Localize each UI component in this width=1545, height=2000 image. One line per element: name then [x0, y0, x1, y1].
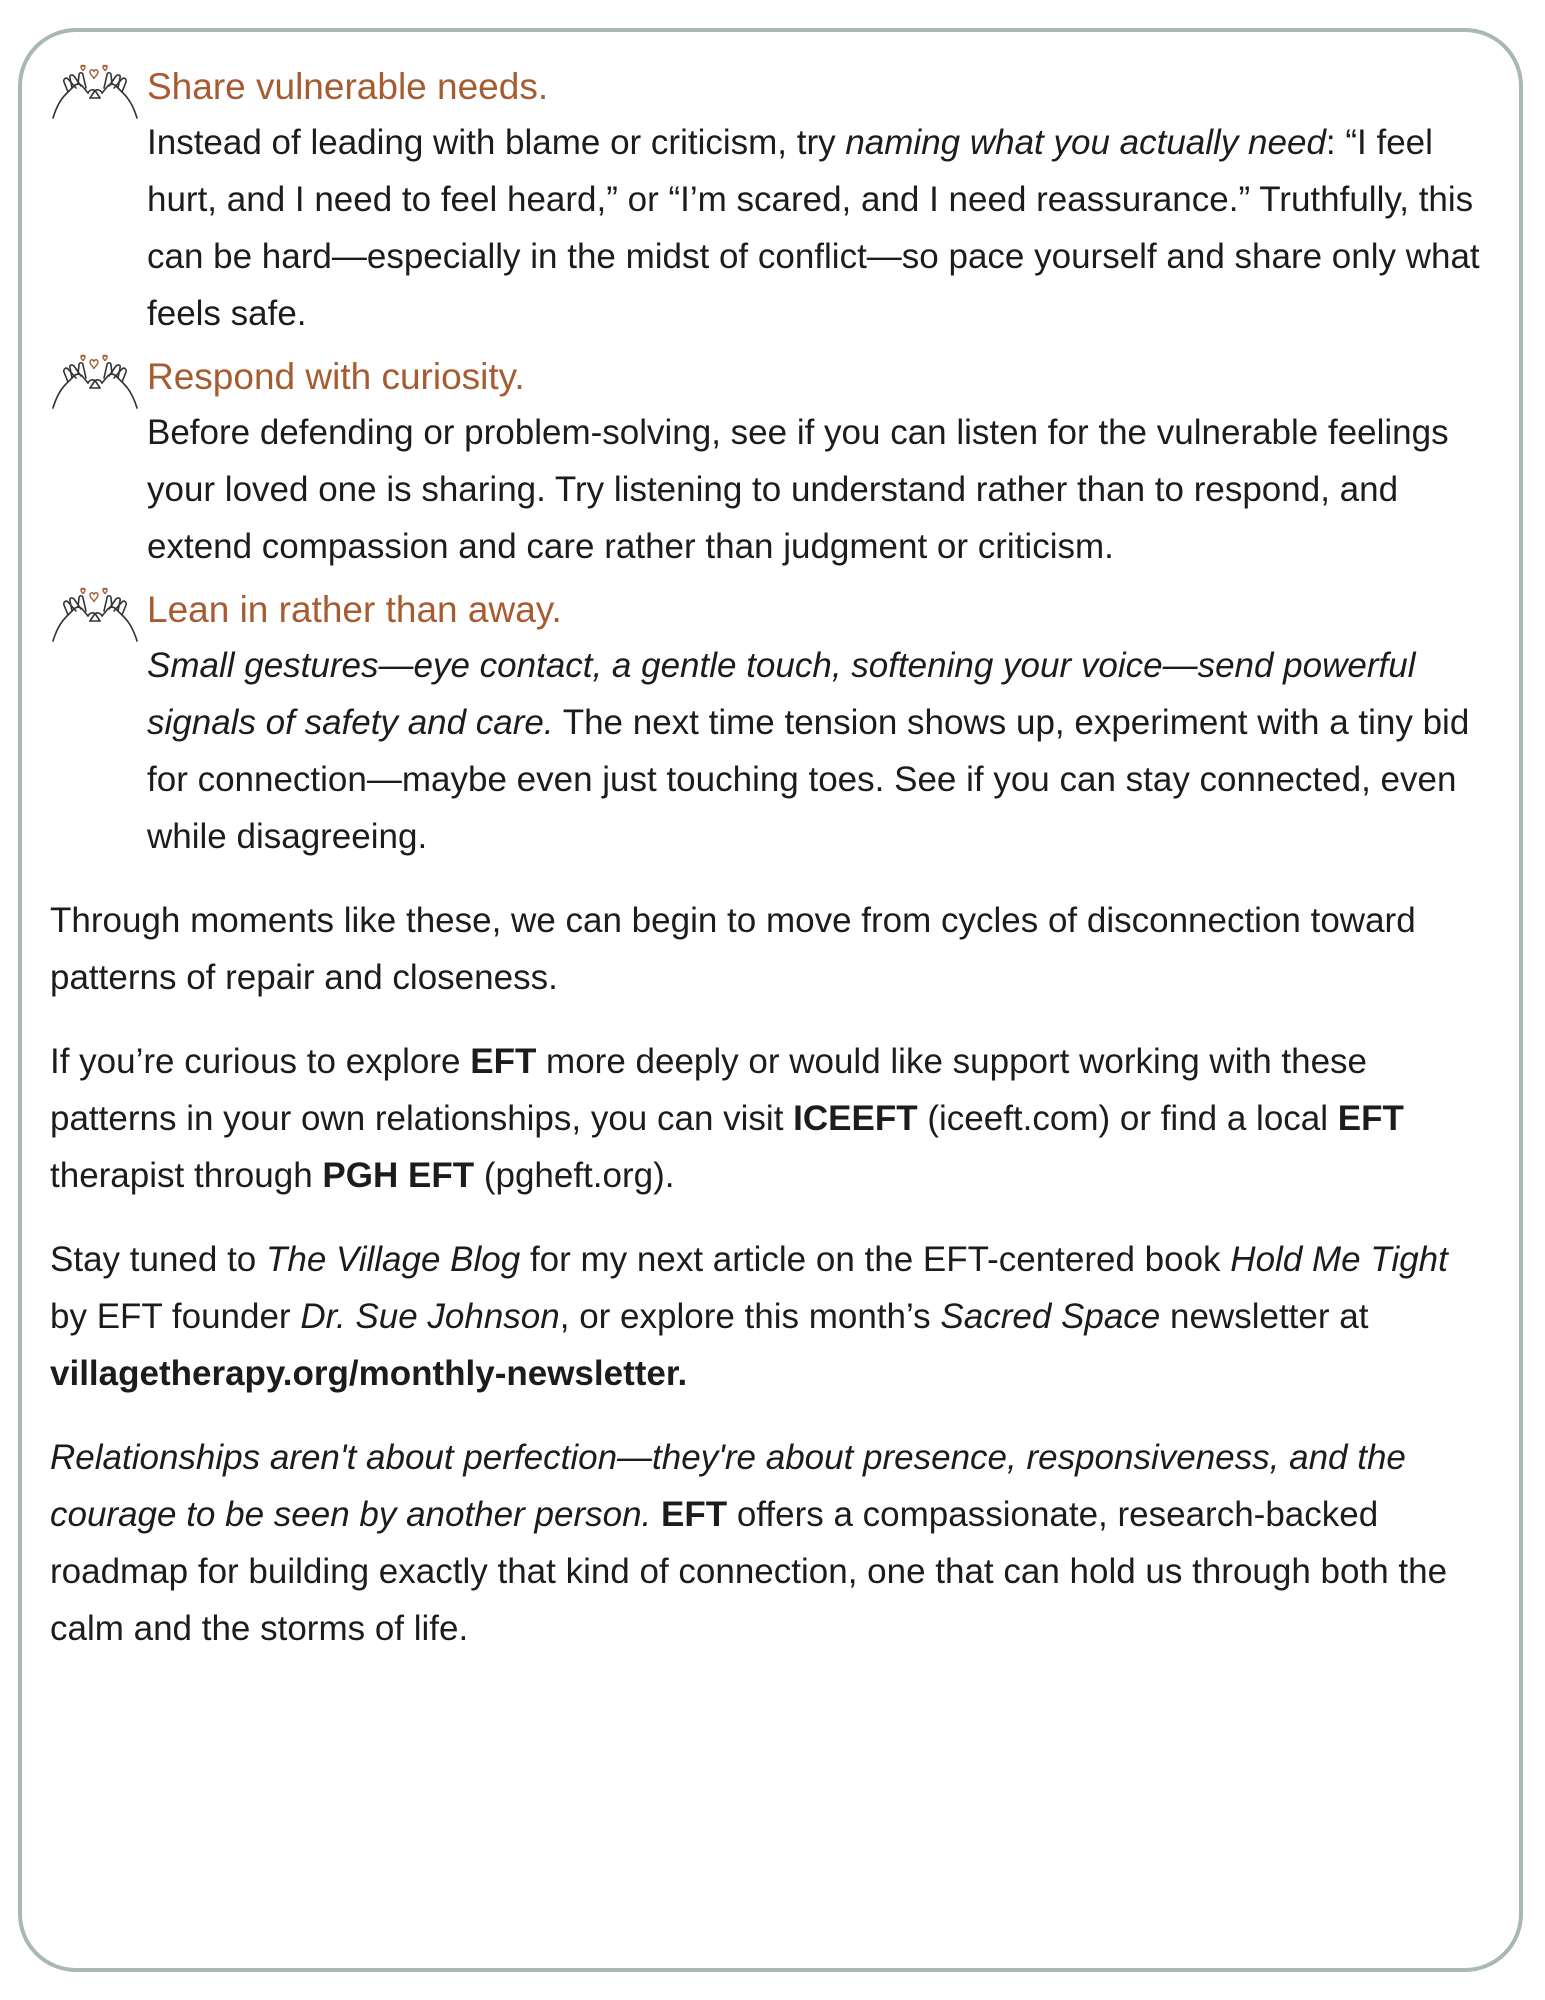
text-run: newsletter at	[1160, 1297, 1369, 1336]
bold-text: ICEEFT	[793, 1099, 918, 1138]
text-run: , or explore this month’s	[559, 1297, 941, 1336]
article-content	[50, 60, 1490, 1684]
emphasis-text: Small gestures—eye contact, a gentle touch, softening your voice—send powerful signals of safety and care.	[147, 646, 1416, 742]
emphasis-text: Dr. Sue Johnson	[300, 1297, 560, 1336]
paragraph-closing	[50, 1429, 1490, 1657]
tip-lean-in	[50, 583, 1490, 865]
text-run: for my next article on the EFT-centered book	[520, 1240, 1231, 1279]
text-run: Stay tuned to	[50, 1240, 266, 1279]
bold-text: EFT	[470, 1042, 537, 1081]
emphasis-text: Relationships aren't about perfection—they're about presence, responsiveness, and the courage to be seen by another person.	[50, 1438, 1406, 1534]
text-run: The next time tension shows up, experiment with a tiny bid for connection—maybe even just touching toes. See if you can stay connected, even while disagreeing.	[147, 703, 1470, 856]
emphasis-text: Sacred Space	[940, 1297, 1161, 1336]
tip-heading: Share vulnerable needs.	[147, 66, 549, 107]
bold-text: EFT	[1337, 1099, 1404, 1138]
emphasis-text: The Village Blog	[265, 1240, 521, 1279]
text-run: : “I feel hurt, and I need to feel heard,” or “I’m scared, and I need reassurance.” Truthfully, this can be hard—especially in the midst of conflict—so pace yourself and share only what feels safe.	[147, 123, 1480, 333]
tip-body	[147, 114, 1490, 342]
text-run: more deeply or would like support working with these patterns in your own relationships, you can visit	[50, 1042, 1368, 1138]
tip-heading: Lean in rather than away.	[147, 589, 562, 630]
tip-respond-with-curiosity	[50, 350, 1490, 575]
tip-heading: Respond with curiosity.	[147, 356, 525, 397]
paragraph-moments: Through moments like these, we can begin to move from cycles of disconnection toward patterns of repair and closeness.	[50, 901, 1416, 997]
text-run: (iceeft.com) or find a local	[917, 1099, 1338, 1138]
pinky-promise-hands-icon	[50, 585, 140, 643]
bold-text: EFT	[661, 1495, 728, 1534]
emphasis-text: naming what you actually need	[845, 123, 1326, 162]
emphasis-text: Hold Me Tight	[1230, 1240, 1448, 1279]
text-run: Instead of leading with blame or criticism, try	[147, 123, 846, 162]
text-run: Before defending or problem-solving, see if you can listen for the vulnerable feelings your loved one is sharing. Try listening to understand rather than to respond, and extend compassion and care rather than judgment or criticism.	[147, 413, 1449, 566]
pinky-promise-hands-icon	[50, 352, 140, 410]
text-run: by EFT founder	[50, 1297, 301, 1336]
text-run: (pgheft.org).	[474, 1156, 675, 1195]
text-run: offers a compassionate, research-backed roadmap for building exactly that kind of connection, one that can hold us through both the calm and the storms of life.	[50, 1495, 1448, 1648]
paragraph-resources	[50, 1033, 1490, 1204]
text-run	[651, 1495, 661, 1534]
tip-body	[147, 637, 1490, 865]
tip-body	[147, 404, 1490, 575]
paragraph-stay-tuned	[50, 1231, 1490, 1402]
bold-text: PGH EFT	[322, 1156, 475, 1195]
newsletter-url: villagetherapy.org/monthly-newsletter.	[50, 1354, 688, 1393]
tip-share-vulnerable-needs	[50, 60, 1490, 342]
text-run: therapist through	[50, 1156, 323, 1195]
pinky-promise-hands-icon	[50, 62, 140, 120]
text-run: If you’re curious to explore	[50, 1042, 471, 1081]
